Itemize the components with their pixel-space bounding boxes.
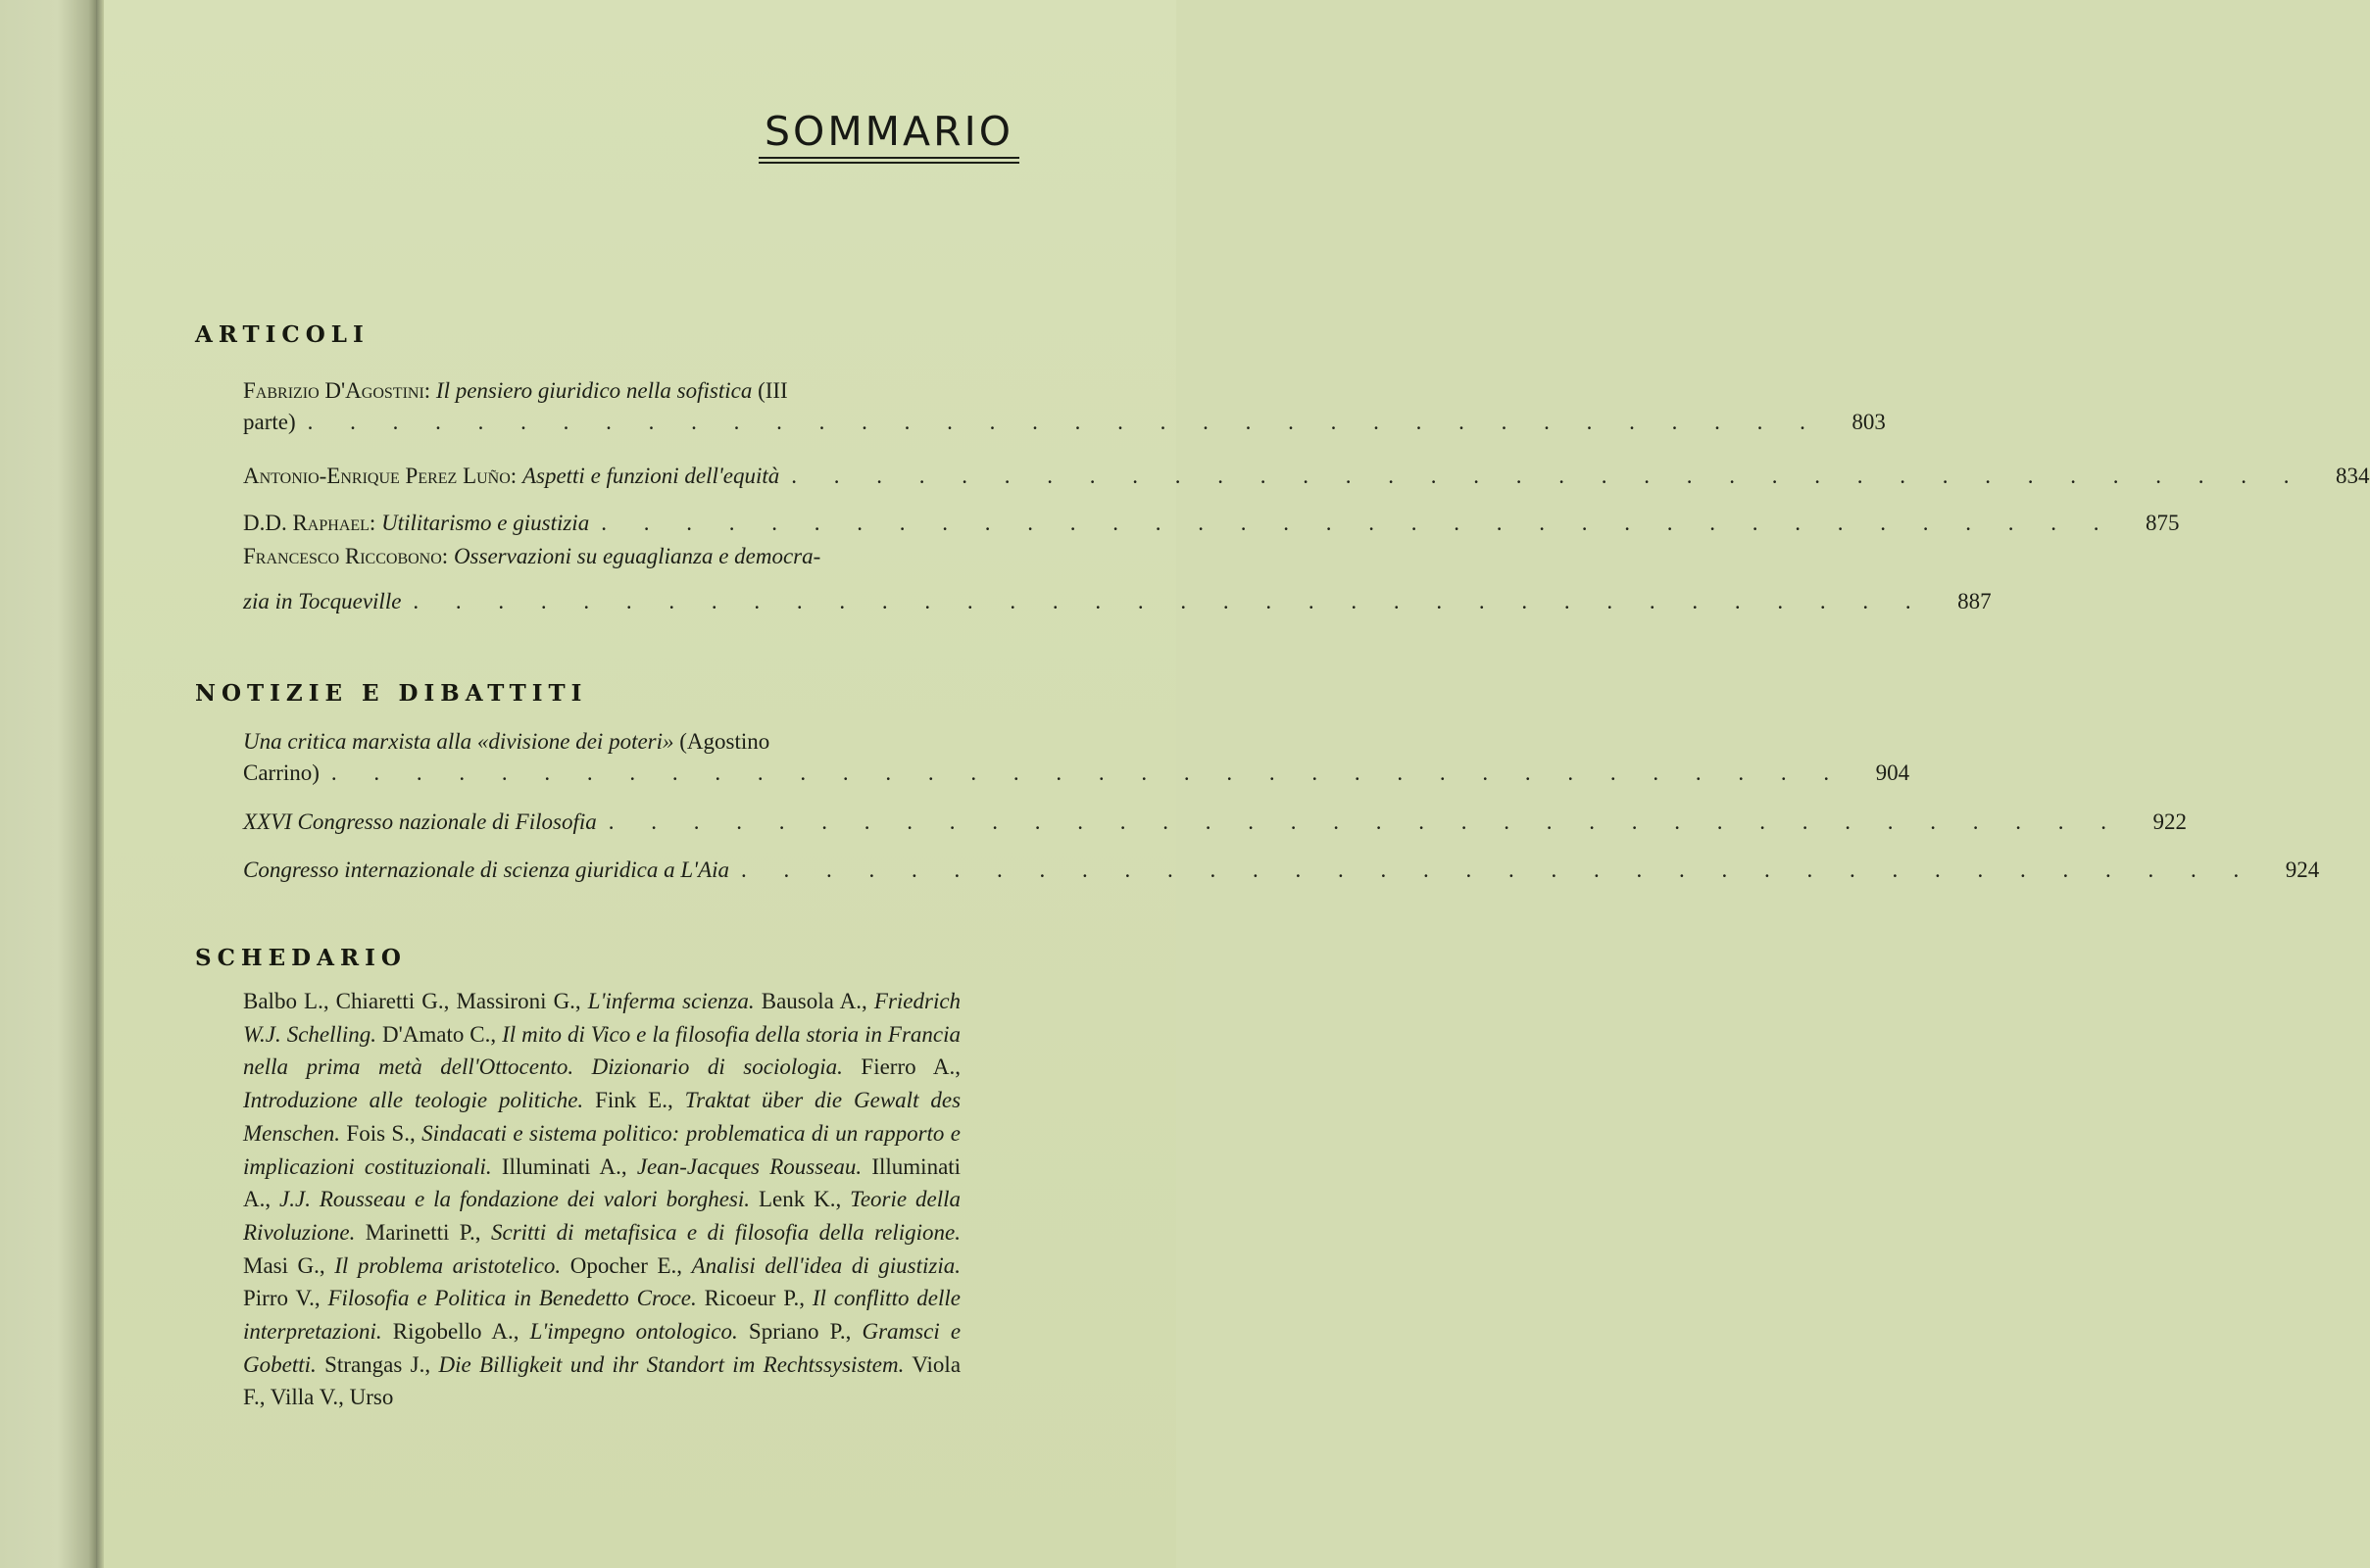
entry-page-number: 887: [1957, 589, 1992, 613]
entry-page-number: 922: [2152, 809, 2187, 834]
leader-dots: . . . . . . . . . . . . . . . . . . . . . . . . . . . . . . . . . . . .: [307, 410, 1821, 434]
entry-title-suffix: (III: [758, 378, 788, 403]
schedario-item[interactable]: Fierro A., Introduzione alle teologie politiche.: [243, 1054, 962, 1113]
schedario-item[interactable]: D'Amato C., Il mito di Vico e la filosofia della storia in Francia nella prima metà dell'Ottocento. Dizionario di sociologia.: [243, 1021, 962, 1080]
toc-entry-perez-luno[interactable]: Antonio-Enrique Perez Luño: Aspetti e funzioni dell'equità . . . . . . . . . . . . . . . . . . . . . . . . . . . . . . . . . . . . 834: [243, 461, 1022, 492]
entry-page-number: 834: [2336, 464, 2370, 488]
entry-author: Francesco Riccobono: [243, 544, 442, 568]
entry-title-continued: zia in Tocqueville: [243, 589, 402, 613]
leader-dots: . . . . . . . . . . . . . . . . . . . . . . . . . . . . . . . . . . . .: [608, 809, 2122, 834]
schedario-item[interactable]: Masi G., Il problema aristotelico.: [243, 1252, 562, 1278]
entry-title-continued: Carrino): [243, 760, 320, 785]
schedario-item[interactable]: Viola F., Villa V., Urso: [243, 1351, 962, 1410]
entry-title-continued: parte): [243, 410, 296, 434]
entry-title: Congresso internazionale di scienza giuridica a L'Aia: [243, 858, 730, 882]
section-heading-schedario: SCHEDARIO: [195, 945, 407, 971]
title-double-rule: [759, 157, 1019, 164]
toc-entry-dagostini[interactable]: Fabrizio D'Agostini: Il pensiero giuridico nella sofistica (III parte) . . . . . . . . . . . . . . . . . . . . . . . . . . . . . . . . . . . . 803: [243, 375, 1022, 438]
entry-title: Il pensiero giuridico nella sofistica: [435, 378, 753, 403]
section-heading-articoli: ARTICOLI: [195, 321, 370, 348]
entry-page-number: 803: [1852, 410, 1886, 434]
schedario-item[interactable]: Lenk K., Teorie della Rivoluzione.: [243, 1187, 961, 1245]
schedario-item[interactable]: Illuminati A., Jean-Jacques Rousseau.: [501, 1153, 863, 1179]
schedario-item[interactable]: Fink E., Traktat über die Gewalt des Menschen.: [243, 1088, 962, 1146]
schedario-item[interactable]: Ricoeur P., Il conflitto delle interpretazioni.: [243, 1286, 962, 1345]
entry-page-number: 875: [2145, 511, 2180, 535]
entry-title: Utilitarismo e giustizia: [381, 511, 590, 535]
entry-author: Antonio-Enrique Perez Luño: [243, 464, 511, 488]
entry-title: Osservazioni su eguaglianza e democra-: [453, 544, 821, 568]
entry-author: Fabrizio D'Agostini: [243, 378, 424, 403]
schedario-item[interactable]: Balbo L., Chiaretti G., Massironi G., L'inferma scienza.: [243, 989, 755, 1013]
leader-dots: . . . . . . . . . . . . . . . . . . . . . . . . . . . . . . . . . . . .: [330, 760, 1846, 785]
entry-title: XXVI Congresso nazionale di Filosofia: [243, 809, 597, 834]
toc-entry-critica-marxista[interactable]: [243, 726, 1910, 789]
leader-dots: . . . . . . . . . . . . . . . . . . . . . . . . . . . . . . . . . . . .: [601, 511, 2115, 535]
schedario-list: [243, 985, 961, 1414]
leader-dots: . . . . . . . . . . . . . . . . . . . . . . . . . . . . . . . . . . . .: [741, 858, 2255, 882]
schedario-item[interactable]: Strangas J., Die Billigkeit und ihr Standort im Rechtssysistem.: [324, 1351, 905, 1377]
leader-dots: . . . . . . . . . . . . . . . . . . . . . . . . . . . . . . . . . . . .: [413, 589, 1927, 613]
entry-title: Aspetti e funzioni dell'equità: [521, 464, 780, 488]
entry-author: D.D. Raphael: [243, 511, 370, 535]
toc-entry-riccobono[interactable]: Francesco Riccobono: Osservazioni su eguaglianza e democra- zia in Tocqueville . . . . . . . . . . . . . . . . . . . . . . . . . . . . . . . . . . . . 887: [243, 541, 1022, 617]
section-heading-notizie: NOTIZIE E DIBATTITI: [195, 680, 588, 707]
schedario-item[interactable]: Pirro V., Filosofia e Politica in Benedetto Croce.: [243, 1286, 697, 1311]
toc-entry-congresso-filosofia[interactable]: [243, 807, 2187, 838]
entry-title: Una critica marxista alla «divisione dei poteri»: [243, 729, 674, 754]
schedario-item[interactable]: Illuminati A., J.J. Rousseau e la fondazione dei valori borghesi.: [243, 1153, 962, 1212]
book-spine: [0, 0, 96, 1568]
toc-entry-congresso-aia[interactable]: [243, 855, 2320, 886]
schedario-item[interactable]: Marinetti P., Scritti di metafisica e di filosofia della religione.: [365, 1219, 962, 1245]
toc-entry-raphael[interactable]: D.D. Raphael: Utilitarismo e giustizia . . . . . . . . . . . . . . . . . . . . . . . . . . . . . . . . . . . . 875: [243, 508, 1022, 539]
schedario-item[interactable]: Opocher E., Analisi dell'idea di giustizia.: [569, 1252, 961, 1278]
page-gutter: [96, 0, 104, 1568]
schedario-item[interactable]: Bausola A., Friedrich W.J. Schelling.: [243, 989, 962, 1047]
entry-page-number: 924: [2285, 858, 2320, 882]
leader-dots: . . . . . . . . . . . . . . . . . . . . . . . . . . . . . . . . . . . .: [791, 464, 2305, 488]
schedario-item[interactable]: Spriano P., Gramsci e Gobetti.: [243, 1319, 962, 1377]
schedario-item[interactable]: Fois S., Sindacati e sistema politico: problematica di un rapporto e implicazioni costituzionali.: [243, 1120, 962, 1179]
entry-title-suffix: (Agostino: [679, 729, 770, 754]
entry-page-number: 904: [1875, 760, 1910, 785]
schedario-item[interactable]: Rigobello A., L'impegno ontologico.: [392, 1319, 738, 1345]
page-title: SOMMARIO: [765, 108, 1013, 155]
